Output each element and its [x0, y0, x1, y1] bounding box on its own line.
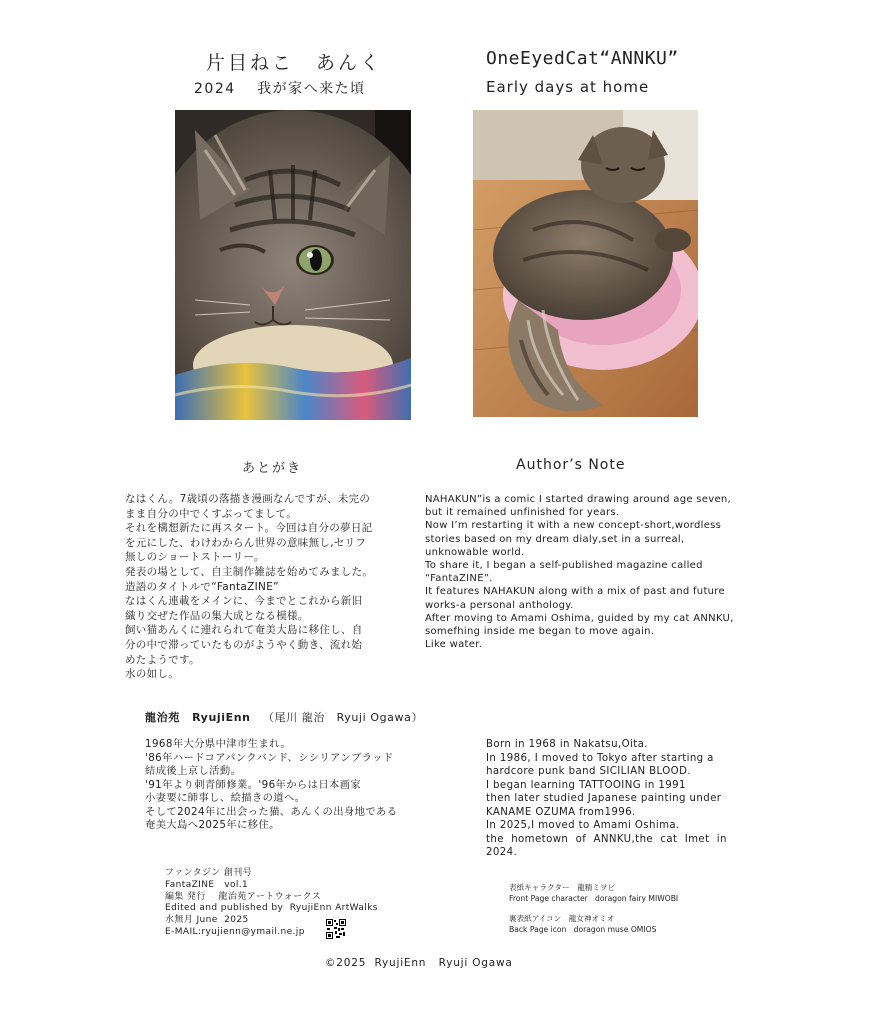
text-line: stories based on my dream dialy,set in a surreal,	[425, 533, 685, 545]
colophon-line: 水無月 June 2025	[165, 915, 249, 926]
cat-closeup-photo	[175, 110, 411, 420]
author-name-japanese: 龍治苑	[145, 711, 180, 724]
author-real-name: （尾川 龍治 Ryuji Ogawa）	[262, 711, 424, 724]
text-line: を元にした、わけわからん世界の意味無し,セリフ	[125, 536, 367, 549]
text-line: まま自分の中でくすぶってまして。	[125, 507, 298, 520]
text-line: 分の中で滞っていたものがようやく動き、流れ始	[125, 638, 363, 651]
colophon-line: 編集 発行 龍治苑アートウォークス	[165, 891, 322, 902]
text-line: 発表の場として、自主制作雑誌を始めてみました。	[125, 565, 374, 578]
afterword-heading-english: Author’s Note	[516, 457, 626, 473]
text-line: 造語のタイトルで“FantaZINE”	[125, 580, 279, 593]
colophon-line: Edited and published by RyujiEnn ArtWalks	[165, 903, 378, 914]
text-line: somefhing inside me began to move again.	[425, 626, 655, 638]
text-line: それを構想新たに再スタート。今回は自分の夢日記	[125, 522, 373, 535]
text-line: 結成後上京し活動。	[145, 765, 242, 777]
text-line: unknowable world.	[425, 546, 525, 558]
text-line: 無しのショートストーリー。	[125, 551, 265, 564]
text-line: '86年ハードコアパンクバンド、シシリアンブラッド	[145, 751, 394, 764]
text-line: In 2025,I moved to Amami Oshima.	[486, 820, 680, 831]
text-line: Like water.	[425, 639, 483, 651]
text-line: “FantaZINE”.	[425, 573, 493, 585]
text-line: 飼い猫あんくに連れられて奄美大島に移住し、自	[125, 624, 363, 637]
title-english: OneEyedCat“ANNKU”	[486, 48, 679, 69]
text-line: After moving to Amami Oshima, guided by my cat ANNKU,	[425, 612, 734, 624]
colophon-line: ファンタジン 創刊号	[165, 868, 253, 878]
afterword-heading-japanese: あとがき	[242, 461, 303, 476]
text-line: 小妻要に師事し、絵描きの道へ。	[145, 792, 306, 804]
text-line: 奄美大島へ2025年に移住。	[145, 819, 280, 831]
text-line: the hometown of ANNKU,the cat Imet in	[486, 833, 727, 845]
cat-in-bed-illustration	[473, 110, 698, 417]
cat-in-pink-bed-photo	[473, 110, 698, 417]
qr-code-icon[interactable]	[326, 919, 346, 939]
front-credit-english: Front Page character doragon fairy MIWOBI	[509, 894, 679, 903]
qr-code-graphic	[326, 919, 346, 939]
email-link[interactable]: E-MAIL:ryujienn@ymail.ne.jp	[165, 926, 305, 937]
text-line: It features NAHAKUN along with a mix of past and future	[425, 586, 725, 598]
back-credit-japanese: 裏表紙アイコン 龍女神オミオ	[509, 914, 615, 923]
author-name-header	[145, 709, 423, 725]
text-line: Born in 1968 in Nakatsu,Oita.	[486, 739, 648, 750]
subtitle-english: Early days at home	[486, 78, 650, 96]
bio-english	[486, 738, 736, 860]
text-line: めたようです。	[125, 653, 200, 666]
text-line: なはくん連載をメインに、今までとこれから新旧	[125, 595, 363, 608]
text-line: 1968年大分県中津市生まれ。	[145, 738, 292, 750]
bio-japanese	[145, 738, 445, 833]
text-line: In 1986, I moved to Tokyo after starting a	[486, 752, 714, 764]
cover-credits	[509, 882, 729, 935]
cat-closeup-illustration	[175, 110, 411, 420]
text-line: hardcore punk band SICILIAN BLOOD.	[486, 766, 691, 777]
text-line: NAHAKUN”is a comic I started drawing around age seven,	[425, 494, 732, 505]
colophon	[165, 868, 425, 939]
author-name-english: RyujiEnn	[192, 711, 251, 724]
text-line: KANAME OZUMA from1996.	[486, 806, 636, 818]
text-line: then later studied Japanese painting under	[486, 793, 722, 804]
title-japanese: 片目ねこ あんく	[206, 52, 383, 74]
afterword-body-english	[425, 493, 765, 651]
back-credit-english: Back Page icon doragon muse OMIOS	[509, 925, 657, 934]
text-line: '91年より刺青師修業。'96年からは日本画家	[145, 778, 362, 791]
text-line: Now I’m restarting it with a new concept-short,wordless	[425, 520, 722, 532]
text-line: I began learning TATTOOING in 1991	[486, 779, 686, 791]
text-line: To share it, I began a self-published magazine called	[425, 560, 703, 572]
text-line: 織り交ぜた作品の集大成となる模様。	[125, 609, 309, 622]
afterword-body-japanese	[125, 492, 410, 682]
front-credit-japanese: 表紙キャラクター 龍精ミヲビ	[509, 883, 616, 892]
colophon-line: FantaZINE vol.1	[165, 879, 249, 890]
copyright: ©2025 RyujiEnn Ryuji Ogawa	[325, 957, 513, 969]
text-line: 水の如し。	[125, 668, 179, 681]
text-line: works-a personal anthology.	[425, 599, 574, 611]
text-line: 2024.	[486, 847, 518, 858]
text-line: なはくん。7歳頃の落描き漫画なんですが、未完の	[125, 493, 371, 505]
text-line: but it remained unfinished for years.	[425, 507, 620, 519]
text-line: そして2024年に出会った猫、あんくの出身地である	[145, 805, 398, 818]
subtitle-japanese: 2024 我が家へ来た頃	[194, 81, 366, 97]
